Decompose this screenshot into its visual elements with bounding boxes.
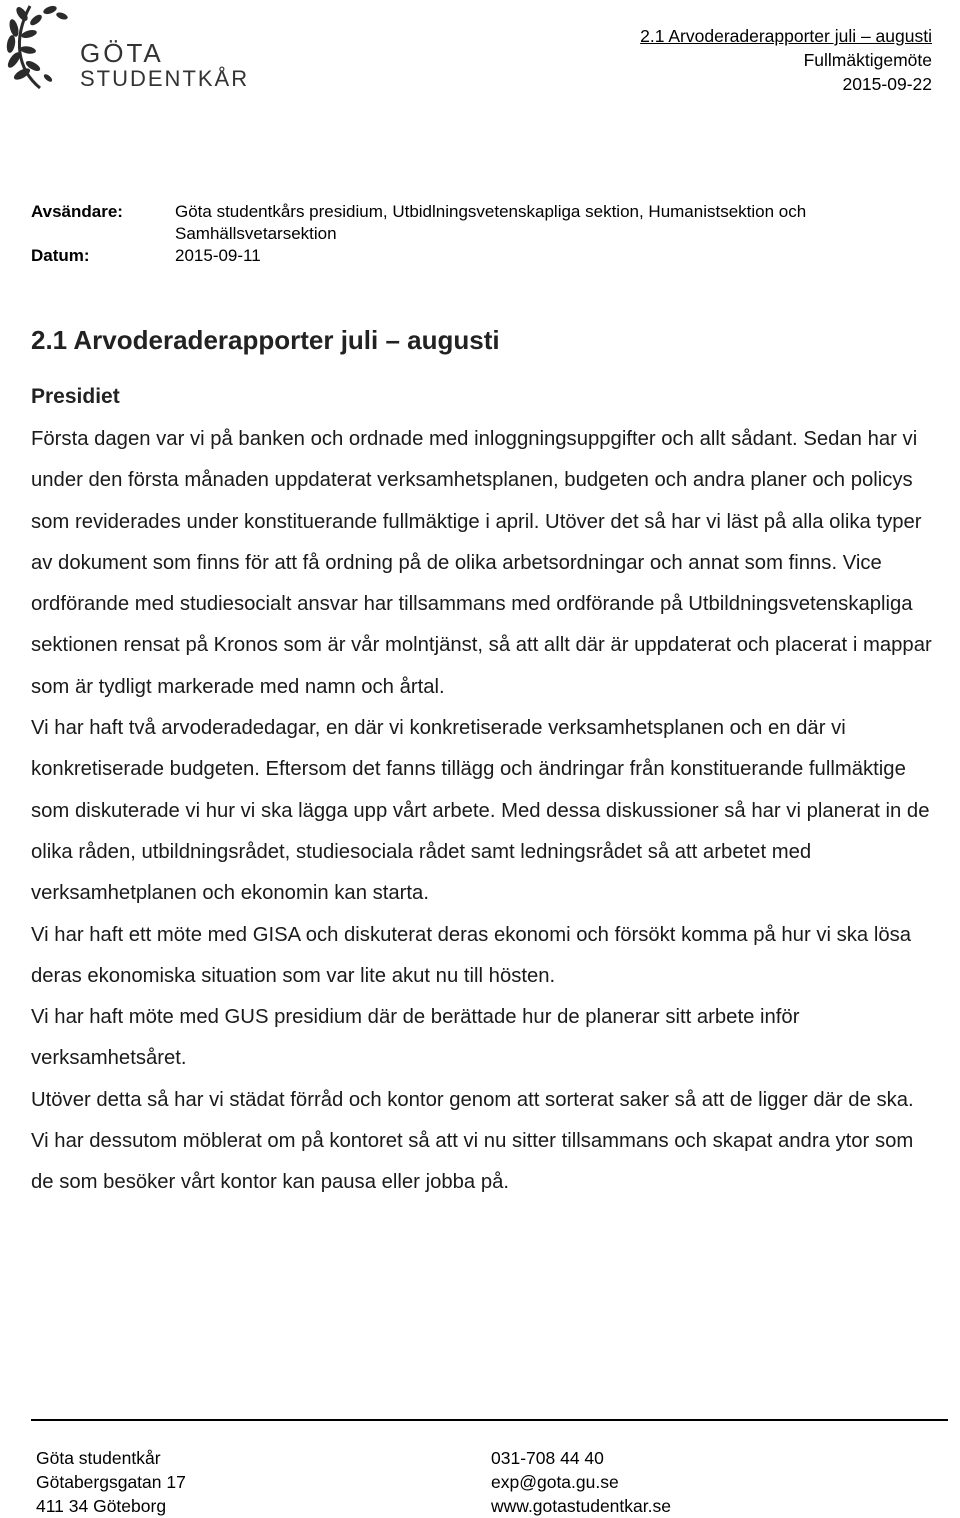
document-meta [31,201,931,267]
footer-website[interactable]: www.gotastudentkar.se [491,1496,671,1516]
report-body [31,419,936,1204]
header-meeting: Fullmäktigemöte [803,50,932,70]
section-heading: Presidiet [31,385,120,408]
footer-org: Göta studentkår [36,1448,161,1468]
body-paragraph: Vi har haft två arvoderadedagar, en där vi konkretiserade verksamhetsplanen och en där vi konkretiserade budgeten. Eftersom det fanns tillägg och ändringar från konstituerande fullmäktige som diskuterade vi hur vi ska lägga upp vårt arbete. Med dessa diskussioner så har vi planerat in de olika råden, utbildningsrådet, studiesociala rådet samt ledningsrådet så att arbetet med verksamhetplanen och ekonomin kan starta. [31,717,930,905]
logo-text-line2: STUDENTKÅR [80,66,250,91]
footer-city: 411 34 Göteborg [36,1496,167,1516]
document-title: 2.1 Arvoderaderapporter juli – augusti [31,325,500,355]
date-label: Datum: [31,246,90,265]
sender-row [31,201,931,245]
logo [0,0,270,95]
date-row [31,245,931,267]
header-date: 2015-09-22 [842,74,932,94]
body-paragraph: Utöver detta så har vi städat förråd och kontor genom att sorterat saker så att de ligger där de ska. Vi har dessutom möblerat om på kontoret så att vi nu sitter tillsammans och skapat andra ytor som de som besöker vårt kontor kan pausa eller jobba på. [31,1088,914,1194]
body-paragraph: Vi har haft möte med GUS presidium där de berättade hur de planerar sitt arbete inför verksamhetsåret. [31,1006,800,1070]
header-section-title: 2.1 Arvoderaderapporter juli – augusti [640,26,932,46]
footer-street: Götabergsgatan 17 [36,1472,186,1492]
laurel-icon [0,0,78,92]
body-paragraph: Första dagen var vi på banken och ordnade med inloggningsuppgifter och allt sådant. Sedan har vi under den första månaden uppdaterat verksamhetsplanen, budgeten och andra planer och policys som reviderades under konstituerande fullmäktige i april. Utöver det så har vi läst på alla olika typer av dokument som finns för att få ordning på de olika arbetsordningar och annat som finns. Vice ordförande med studiesocialt ansvar har tillsammans med ordförande på Utbildningsvetenskapliga sektionen rensat på Kronos som är vår molntjänst, så att allt där är uppdaterat och placerat i mappar som är tydligt markerade med namn och årtal. [31,428,932,698]
page-header [640,24,932,96]
logo-text-line1: GÖTA [80,38,164,68]
date-value: 2015-09-11 [175,246,261,265]
footer-address [36,1446,186,1518]
footer-phone: 031-708 44 40 [491,1448,604,1468]
sender-value: Göta studentkårs presidium, Utbidlningsvetenskapliga sektion, Humanistsektion och Samhällsvetarsektion [175,202,807,243]
sender-label: Avsändare: [31,202,123,221]
footer-contact [491,1446,671,1518]
body-paragraph: Vi har haft ett möte med GISA och diskuterat deras ekonomi och försökt komma på hur vi ska lösa deras ekonomiska situation som var lite akut nu till hösten. [31,923,912,987]
footer-email[interactable]: exp@gota.gu.se [491,1472,619,1492]
footer-divider [31,1419,948,1421]
